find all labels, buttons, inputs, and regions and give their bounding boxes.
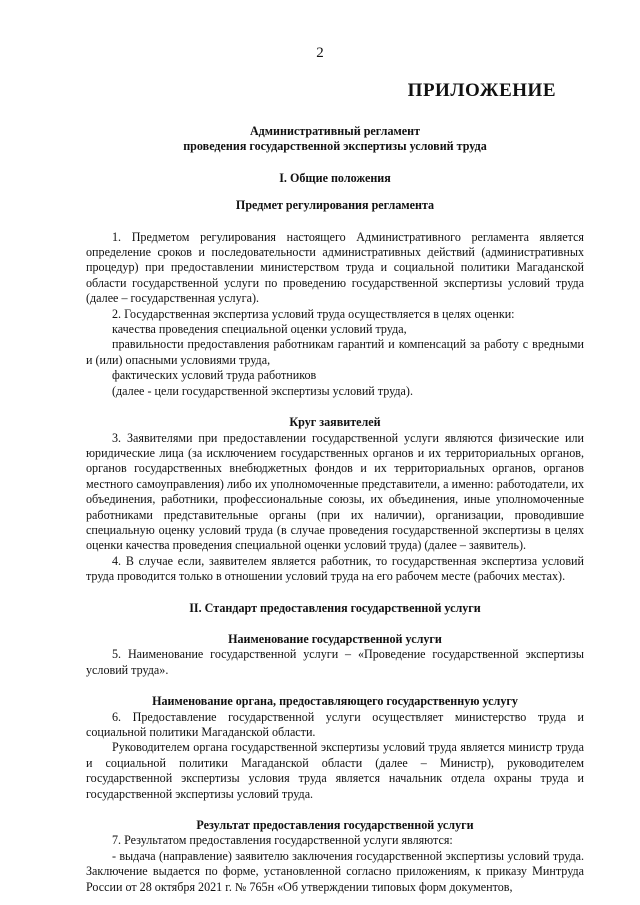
section-heading-standard: II. Стандарт предоставления государственной услуги xyxy=(189,600,481,615)
subheading-subject: Предмет регулирования регламента xyxy=(235,198,435,213)
paragraph-2-item-a: качества проведения специальной оценки условий труда, xyxy=(112,322,407,337)
paragraph-7: 7. Результатом предоставления государственной услуги являются: xyxy=(112,833,453,848)
paragraph-2-item-d: (далее - цели государственной экспертизы условий труда). xyxy=(112,383,413,398)
paragraph-2: 2. Государственная экспертиза условий труда осуществляется в целях оценки: xyxy=(112,306,515,321)
paragraph-3: 3. Заявителями при предоставлении государственной услуги являются физические или юридические лица (за исключением государственных органов и их территориальных органов, органов государственных внебюджетных фондов и их территориальных органов, органов местного самоуправления) либо их уполномоченные представители, а именно: работодатели, их объединения, работники, профессиональные союзы, их объединения, иные уполномоченные работниками представительные органы (при их наличии), организации, проводившие специальную оценку условий труда (в случае проведения государственной экспертизы в целях оценки качества проведения специальной оценки условий труда) (далее – заявитель). xyxy=(86,430,584,553)
subheading-service-name: Наименование государственной услуги xyxy=(228,631,442,646)
appendix-heading: ПРИЛОЖЕНИЕ xyxy=(407,80,556,101)
paragraph-6-head: Руководителем органа государственной экспертизы условий труда является министр труда и социальной политики Магаданской области (далее – Министр), руководителем государственной экспертизы условия труда является начальник отдела охраны труда и государственной экспертизы условий труда. xyxy=(86,740,584,801)
paragraph-1: 1. Предметом регулирования настоящего Административного регламента является определение сроков и последовательности административных действий (административных процедур) при предоставлении министерством труда и социальной политики Магаданской области государственной услуги по проведению государственной экспертизы условий труда (далее – государственная услуга). xyxy=(86,229,584,306)
subheading-applicants: Круг заявителей xyxy=(289,415,381,430)
paragraph-4: 4. В случае если, заявителем является работник, то государственная экспертиза условий труда проводится только в отношении условий труда на его рабочем месте (рабочих местах). xyxy=(86,553,584,584)
regulation-title-line2: проведения государственной экспертизы условий труда xyxy=(183,139,487,154)
paragraph-2-item-b: правильности предоставления работникам гарантий и компенсаций за работу с вредными и (или) опасными условиями труда, xyxy=(86,337,584,367)
section-heading-general: I. Общие положения xyxy=(279,170,391,185)
document-body xyxy=(86,124,584,895)
regulation-title-line1: Административный регламент xyxy=(249,124,421,138)
subheading-result: Результат предоставления государственной услуги xyxy=(196,818,474,833)
paragraph-7-item-a: - выдача (направление) заявителю заключения государственной экспертизы условий труда. Заключение выдается по форме, установленной согласно приложениям, к приказу Минтруда России от 28 октября 2021 г. № 765н «Об утверждении типовых форм документов, xyxy=(86,848,584,894)
paragraph-2-item-c: фактических условий труда работников xyxy=(112,368,317,383)
subheading-organ: Наименование органа, предоставляющего государственную услугу xyxy=(152,694,518,709)
paragraph-6: 6. Предоставление государственной услуги осуществляет министерство труда и социальной политики Магаданской области. xyxy=(86,709,584,739)
paragraph-5: 5. Наименование государственной услуги – «Проведение государственной экспертизы условий труда». xyxy=(86,647,584,677)
page-number: 2 xyxy=(316,45,324,61)
